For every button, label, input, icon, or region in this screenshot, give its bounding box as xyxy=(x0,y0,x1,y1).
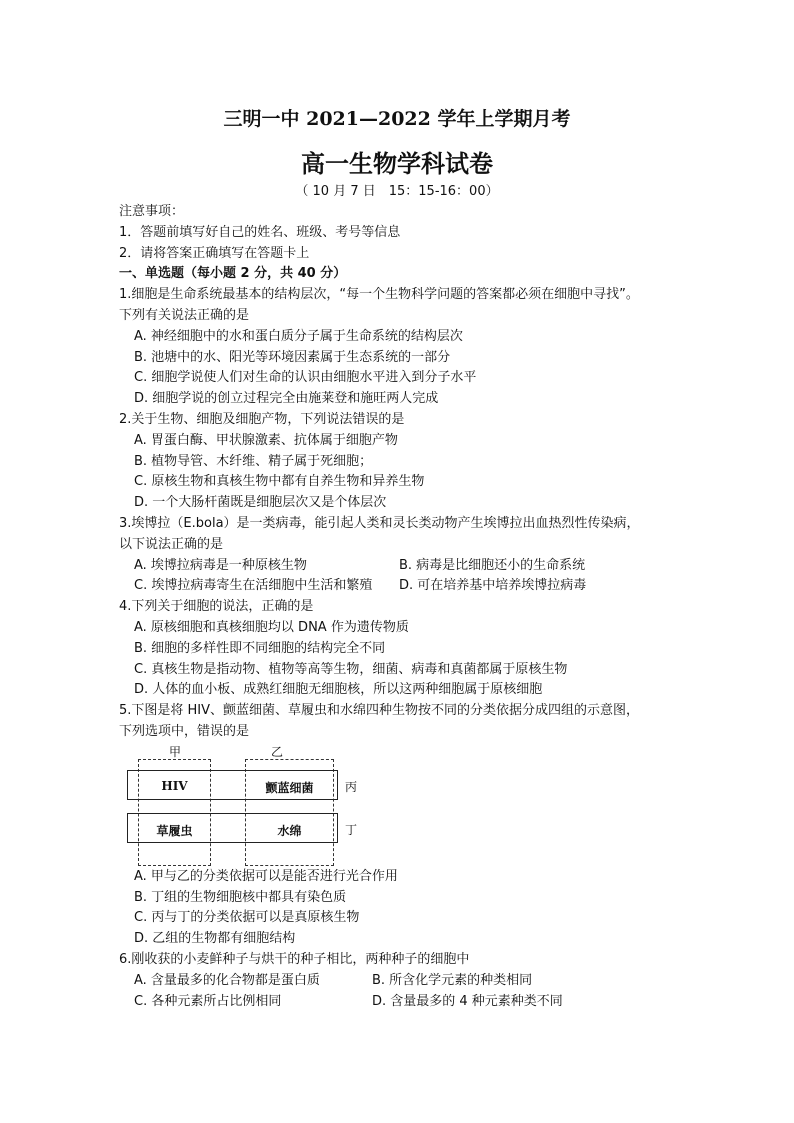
organism-paramecium: 草履虫 xyxy=(156,823,193,838)
option-a: A. 神经细胞中的水和蛋白质分子属于生命系统的结构层次 xyxy=(134,328,463,344)
option-d: D. 一个大肠杆菌既是细胞层次又是个体层次 xyxy=(134,495,387,511)
label-yi: 乙 xyxy=(271,744,284,759)
option-row xyxy=(119,992,719,1013)
option-b: B. 池塘中的水、阳光等环境因素属于生态系统的一部分 xyxy=(134,349,451,365)
exam-school-title: 三明一中 2021—2022 学年上学期月考 xyxy=(223,108,571,130)
organism-spirogyra: 水绵 xyxy=(277,823,302,838)
notice-item: 1．答题前填写好自己的姓名、班级、考号等信息 xyxy=(119,224,401,240)
question-stem: 4.下列关于细胞的说法，正确的是 xyxy=(119,599,314,615)
section-heading: 一、单选题（每小题 2 分，共 40 分） xyxy=(119,266,347,282)
option-d: D. 人体的血小板、成熟红细胞无细胞核，所以这两种细胞属于原核细胞 xyxy=(134,682,543,698)
option-b: B. 丁组的生物细胞核中都具有染色质 xyxy=(134,889,347,905)
option-c: C. 埃博拉病毒寄生在活细胞中生活和繁殖 xyxy=(134,578,373,594)
question-stem: 5.下图是将 HIV、颤蓝细菌、草履虫和水绵四种生物按不同的分类依据分成四组的示意图， xyxy=(119,703,640,719)
option-b: B. 所含化学元素的种类相同 xyxy=(372,972,533,988)
option-c: C. 各种元素所占比例相同 xyxy=(134,993,282,1009)
option-c: C. 原核生物和真核生物中都有自养生物和异养生物 xyxy=(134,474,425,490)
classification-diagram xyxy=(119,743,719,867)
label-jia: 甲 xyxy=(169,744,182,759)
question-stem: 3.埃博拉（E.bola）是一类病毒，能引起人类和灵长类动物产生埃博拉出血热烈性传染病， xyxy=(119,515,640,531)
option-a: A. 胃蛋白酶、甲状腺激素、抗体属于细胞产物 xyxy=(134,432,398,448)
option-d: D. 可在培养基中培养埃博拉病毒 xyxy=(399,578,587,594)
question-stem: 1.细胞是生命系统最基本的结构层次，“每一个生物科学问题的答案都必须在细胞中寻找”。 xyxy=(119,287,639,303)
option-a: A. 含量最多的化合物都是蛋白质 xyxy=(134,972,320,988)
option-b: B. 细胞的多样性即不同细胞的结构完全不同 xyxy=(134,640,386,656)
question-stem: 以下说法正确的是 xyxy=(119,536,224,552)
question-stem: 下列选项中，错误的是 xyxy=(119,723,250,739)
option-d: D. 细胞学说的创立过程完全由施莱登和施旺两人完成 xyxy=(134,391,439,407)
question-stem: 下列有关说法正确的是 xyxy=(119,307,250,323)
label-bing: 丙 xyxy=(345,779,358,794)
option-row xyxy=(119,576,719,597)
notice-heading: 注意事项： xyxy=(119,204,185,219)
option-a: A. 原核细胞和真核细胞均以 DNA 作为遗传物质 xyxy=(134,619,409,635)
notice-item: 2．请将答案正确填写在答题卡上 xyxy=(119,245,310,261)
option-d: D. 含量最多的 4 种元素种类不同 xyxy=(372,993,563,1009)
exam-content xyxy=(119,202,719,1012)
option-b: B. 病毒是比细胞还小的生命系统 xyxy=(399,557,586,573)
option-b: B. 植物导管、木纤维、精子属于死细胞； xyxy=(134,453,373,469)
exam-time: （ 10 月 7 日 15：15-16：00） xyxy=(295,184,499,199)
option-row xyxy=(119,556,719,577)
option-a: A. 甲与乙的分类依据可以是能否进行光合作用 xyxy=(134,868,398,884)
option-c: C. 丙与丁的分类依据可以是真原核生物 xyxy=(134,910,360,926)
option-c: C. 真核生物是指动物、植物等高等生物，细菌、病毒和真菌都属于原核生物 xyxy=(134,661,568,677)
option-c: C. 细胞学说使人们对生命的认识由细胞水平进入到分子水平 xyxy=(134,370,477,386)
organism-cyanobacteria: 颤蓝细菌 xyxy=(265,780,314,795)
label-ding: 丁 xyxy=(345,822,358,837)
organism-hiv: HIV xyxy=(161,778,188,793)
exam-subject-title: 高一生物学科试卷 xyxy=(301,149,493,178)
option-row xyxy=(119,971,719,992)
question-stem: 6.刚收获的小麦鲜种子与烘干的种子相比，两种种子的细胞中 xyxy=(119,951,470,967)
question-stem: 2.关于生物、细胞及细胞产物，下列说法错误的是 xyxy=(119,411,405,427)
option-d: D. 乙组的生物都有细胞结构 xyxy=(134,931,296,947)
option-a: A. 埃博拉病毒是一种原核生物 xyxy=(134,557,307,573)
